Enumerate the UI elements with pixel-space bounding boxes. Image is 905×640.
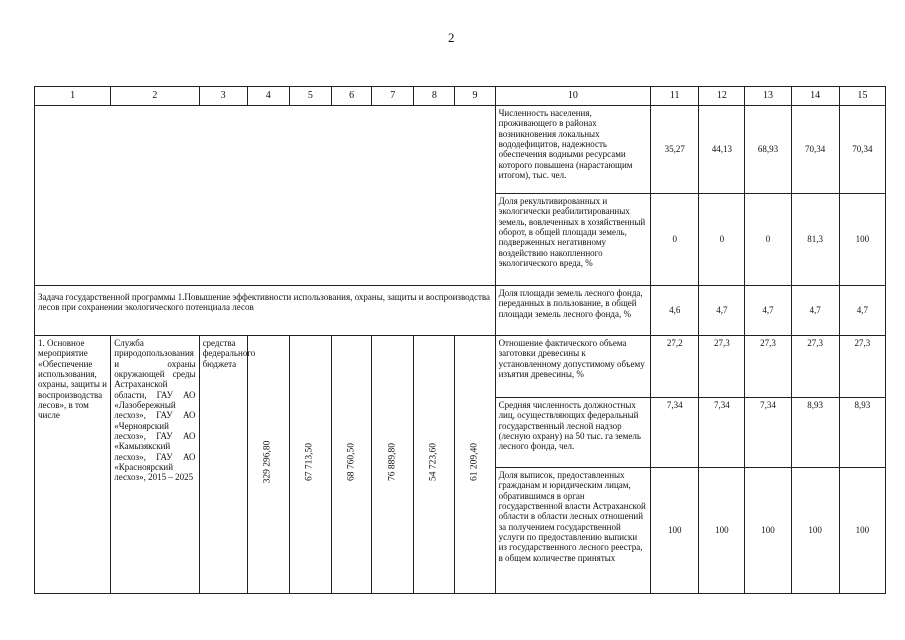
amount-year xyxy=(332,336,372,594)
measure-name: 1. Основное мероприятие «Обеспечение использования, охраны, защиты и воспроизводства лесов», в том числе xyxy=(35,336,111,594)
table-row xyxy=(35,106,886,194)
value-cell: 4,7 xyxy=(791,286,839,336)
amount-year xyxy=(289,336,331,594)
header-row xyxy=(35,87,886,106)
header-cell: 6 xyxy=(332,87,372,106)
header-cell: 15 xyxy=(839,87,885,106)
amount-year xyxy=(372,336,414,594)
header-cell: 2 xyxy=(111,87,199,106)
amount-year-text: 68 760,50 xyxy=(346,443,357,481)
amount-year-text: 54 723,60 xyxy=(428,443,439,481)
indicator-cell: Численность населения, проживающего в районах возникновения локальных вододефицитов, надежность обеспечения водными ресурсами которого повышена (нарастающим итогом), тыс. чел. xyxy=(495,106,651,194)
value-cell: 8,93 xyxy=(791,398,839,468)
value-cell: 27,3 xyxy=(699,336,745,398)
value-cell: 100 xyxy=(699,468,745,594)
indicator-cell: Доля площади земель лесного фонда, переданных в пользование, в общей площади земель лесного фонда, % xyxy=(495,286,651,336)
header-cell: 13 xyxy=(745,87,791,106)
value-cell: 100 xyxy=(839,468,885,594)
funding-source: средства федерального бюджета xyxy=(199,336,247,594)
value-cell: 100 xyxy=(745,468,791,594)
value-cell: 8,93 xyxy=(839,398,885,468)
program-task: Задача государственной программы 1.Повышение эффективности использования, охраны, защиты и воспроизводства лесов при сохранении экологического потенциала лесов xyxy=(35,286,496,336)
value-cell: 27,3 xyxy=(745,336,791,398)
measure-executor: Служба природопользования и охраны окружающей среды Астраханской области, ГАУ АО «Лазобережный лесхоз», ГАУ АО «Черноярский лесхоз», ГАУ АО «Камызякский лесхоз», ГАУ АО «Красноярский лесхоз», 2015 – 2025 xyxy=(111,336,199,594)
header-cell: 10 xyxy=(495,87,651,106)
value-cell: 4,6 xyxy=(651,286,699,336)
value-cell: 70,34 xyxy=(791,106,839,194)
header-cell: 5 xyxy=(289,87,331,106)
value-cell: 100 xyxy=(839,194,885,286)
header-cell: 11 xyxy=(651,87,699,106)
empty-cell xyxy=(35,106,496,286)
value-cell: 4,7 xyxy=(699,286,745,336)
task-row xyxy=(35,286,886,336)
amount-year xyxy=(455,336,495,594)
indicator-cell: Средняя численность должностных лиц, осуществляющих федеральный государственный лесной надзор (лесную охрану) на 50 тыс. га земель лесного фонда, чел. xyxy=(495,398,651,468)
value-cell: 7,34 xyxy=(699,398,745,468)
value-cell: 68,93 xyxy=(745,106,791,194)
amount-total xyxy=(247,336,289,594)
value-cell: 4,7 xyxy=(839,286,885,336)
header-cell: 12 xyxy=(699,87,745,106)
value-cell: 27,3 xyxy=(839,336,885,398)
header-cell: 4 xyxy=(247,87,289,106)
header-cell: 1 xyxy=(35,87,111,106)
amount-total-text: 329 296,80 xyxy=(262,440,273,484)
header-cell: 3 xyxy=(199,87,247,106)
header-cell: 14 xyxy=(791,87,839,106)
indicator-cell: Доля рекультивированных и экологически реабилитированных земель, вовлеченных в хозяйственный оборот, в общей площади земель, подверженных негативному воздействию накопленного экологического вреда, % xyxy=(495,194,651,286)
value-cell: 0 xyxy=(651,194,699,286)
value-cell: 0 xyxy=(745,194,791,286)
value-cell: 4,7 xyxy=(745,286,791,336)
indicator-cell: Доля выписок, предоставленных гражданам и юридическим лицам, обратившимся в орган государственной власти Астраханской области в области лесных отношений за получением государственной услуги по предоставлению выписки из государственного лесного реестра, в общем количестве принятых xyxy=(495,468,651,594)
header-cell: 8 xyxy=(414,87,455,106)
value-cell: 100 xyxy=(791,468,839,594)
amount-year-text: 76 889,80 xyxy=(387,443,398,481)
value-cell: 7,34 xyxy=(651,398,699,468)
value-cell: 27,2 xyxy=(651,336,699,398)
value-cell: 81,3 xyxy=(791,194,839,286)
value-cell: 0 xyxy=(699,194,745,286)
value-cell: 35,27 xyxy=(651,106,699,194)
indicator-cell: Отношение фактического объема заготовки древесины к установленному допустимому объему изъятия древесины, % xyxy=(495,336,651,398)
header-cell: 9 xyxy=(455,87,495,106)
measure-row xyxy=(35,336,886,398)
amount-year-text: 67 713,50 xyxy=(304,443,315,481)
page-number: 2 xyxy=(448,30,455,45)
amount-year xyxy=(414,336,455,594)
header-cell: 7 xyxy=(372,87,414,106)
value-cell: 70,34 xyxy=(839,106,885,194)
value-cell: 44,13 xyxy=(699,106,745,194)
value-cell: 27,3 xyxy=(791,336,839,398)
value-cell: 100 xyxy=(651,468,699,594)
program-table xyxy=(34,86,886,594)
amount-year-text: 61 209,40 xyxy=(469,443,480,481)
value-cell: 7,34 xyxy=(745,398,791,468)
